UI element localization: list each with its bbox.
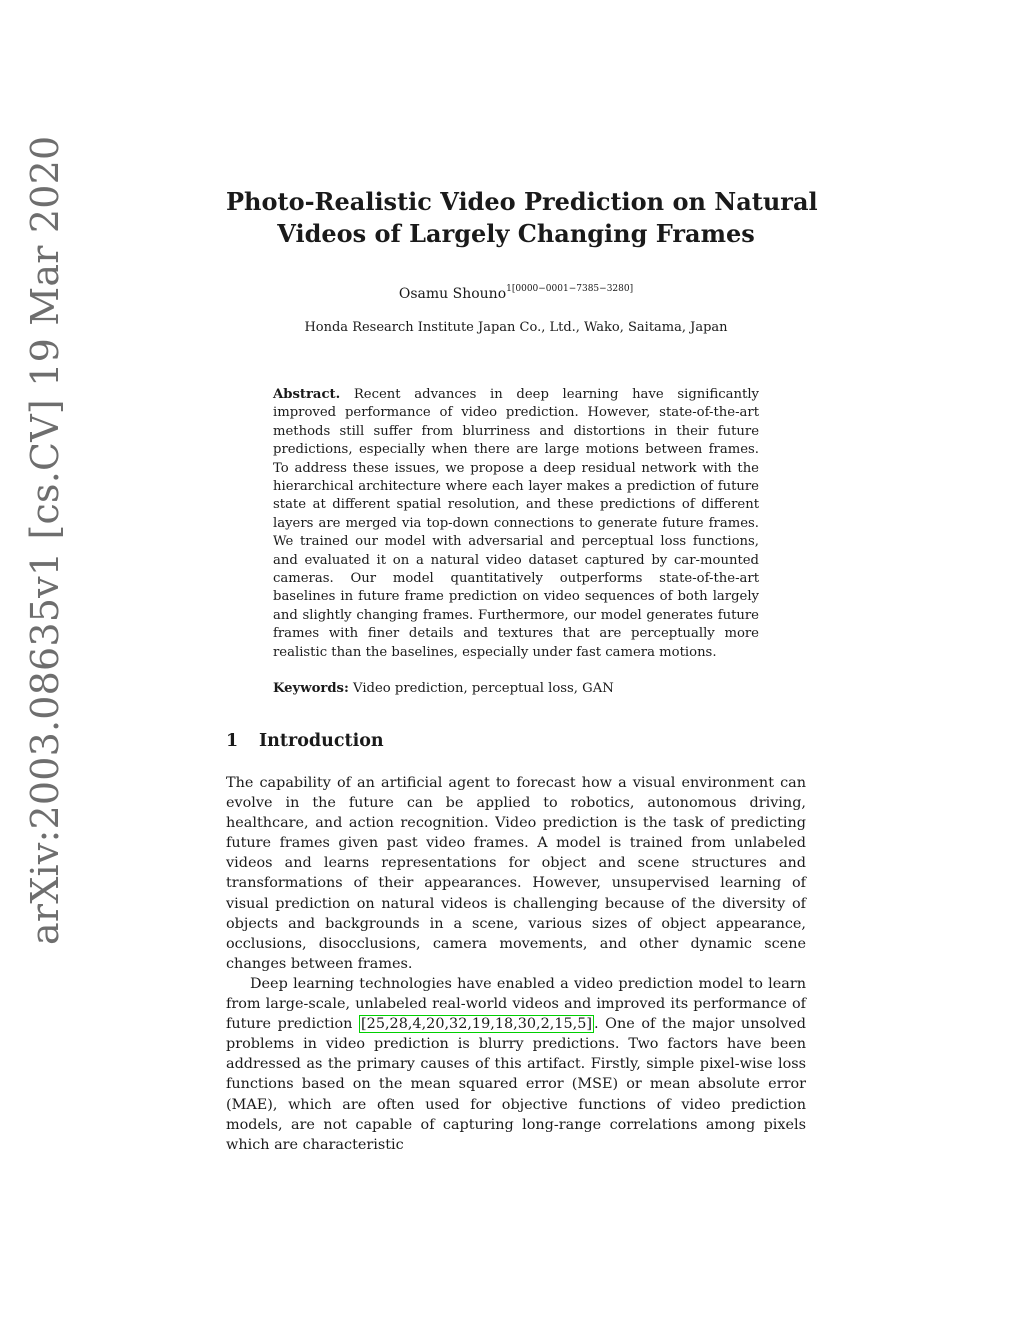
paragraph-2 (226, 974, 806, 1155)
author-name: Osamu Shouno (398, 286, 507, 302)
affiliation: Honda Research Institute Japan Co., Ltd., Wako, Saitama, Japan (304, 320, 728, 335)
abstract (273, 386, 759, 662)
title-line-2: Videos of Largely Changing Frames (277, 219, 755, 248)
section-heading (226, 731, 384, 751)
author-orcid: 1[0000−0001−7385−3280] (506, 284, 634, 294)
paper-title (226, 186, 818, 250)
title-line-1: Photo-Realistic Video Prediction on Natural (226, 187, 818, 216)
citation-link[interactable]: [25,28,4,20,32,19,18,30,2,15,5] (361, 1016, 592, 1033)
author-line (226, 284, 806, 302)
body-text (226, 773, 806, 1155)
keywords (273, 681, 759, 696)
abstract-text: Recent advances in deep learning have significantly improved performance of video prediction. However, state-of-the-art methods still suffer from blurriness and distortions in their future predictions, especially when there are large motions between frames. To address these issues, we propose a deep residual network with the hierarchical architecture where each layer makes a prediction of future state at different spatial resolution, and these predictions of different layers are merged via top-down connections to generate future frames. We trained our model with adversarial and perceptual loss functions, and evaluated it on a natural video dataset captured by car-mounted cameras. Our model quantitatively outperforms state-of-the-art baselines in future frame prediction on video sequences of both largely and slightly changing frames. Furthermore, our model generates future frames with finer details and textures that are perceptually more realistic than the baselines, especially under fast camera motions. (273, 387, 759, 660)
section-number: 1 (226, 731, 239, 751)
abstract-label: Abstract. (273, 387, 341, 402)
keywords-text: Video prediction, perceptual loss, GAN (353, 681, 614, 696)
paragraph-2-start: Deep learning technologies have enabled a video prediction model to learn from large-scale, unlabeled real-world videos and improved its performance of future prediction (226, 975, 806, 1033)
paragraph-2-end: . One of the major unsolved problems in video prediction is blurry predictions. Two factors have been addressed as the primary causes of this artifact. Firstly, simple pixel-wise loss functions based on the mean squared error (MSE) or mean absolute error (MAE), which are often used for objective functions of video prediction models, are not capable of capturing long-range correlations among pixels which are characteristic (226, 1016, 806, 1153)
arxiv-identifier: arXiv:2003.08635v1 [cs.CV] 19 Mar 2020 (23, 135, 67, 945)
paragraph-1: The capability of an artificial agent to forecast how a visual environment can evolve in the future can be applied to robotics, autonomous driving, healthcare, and action recognition. Video prediction is the task of predicting future frames given past video frames. A model is trained from unlabeled videos and learns representations for object and scene structures and transformations of their appearances. However, unsupervised learning of visual prediction on natural videos is challenging because of the diversity of objects and backgrounds in a scene, various sizes of object appearance, occlusions, disocclusions, camera movements, and other dynamic scene changes between frames. (226, 775, 806, 972)
keywords-label: Keywords: (273, 681, 349, 696)
section-title: Introduction (259, 731, 384, 751)
